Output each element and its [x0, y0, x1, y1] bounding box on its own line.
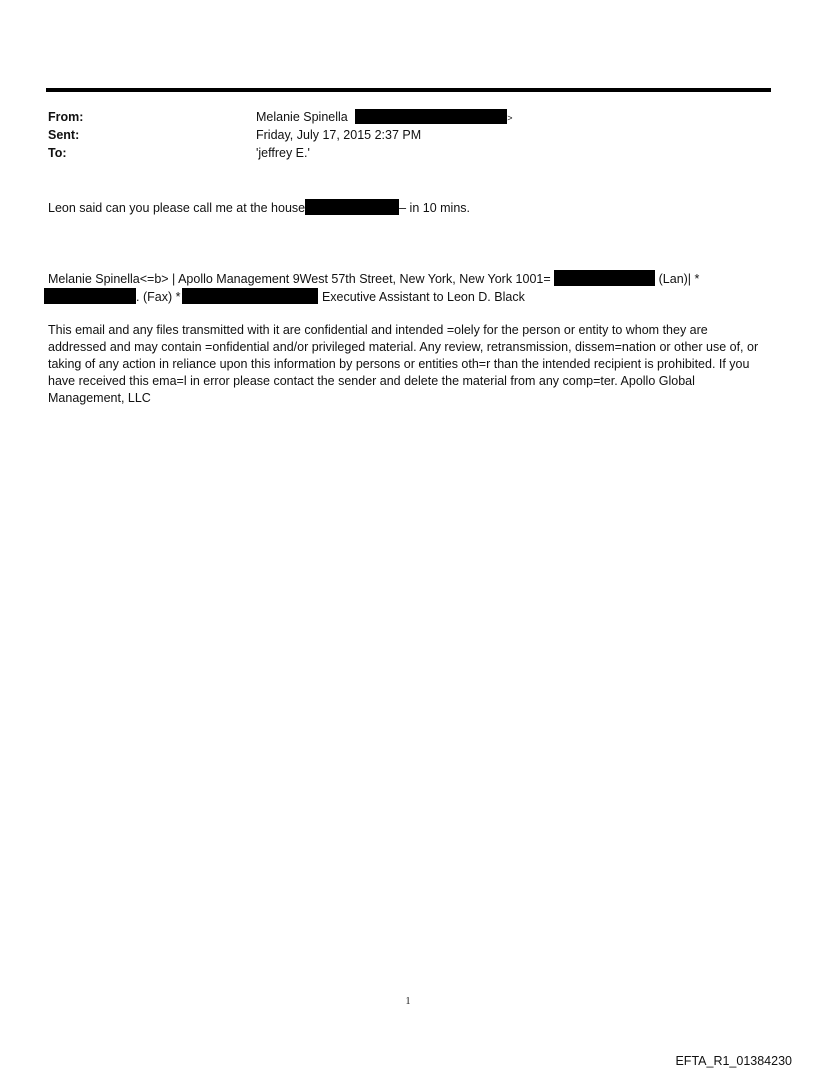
redaction-box [182, 288, 318, 304]
redaction-box [305, 199, 399, 215]
signature-block [48, 270, 699, 306]
from-value [256, 108, 512, 127]
page-number: 1 [405, 996, 411, 1007]
from-label: From: [48, 110, 84, 124]
from-trailing: > [507, 113, 513, 123]
signature-text: Melanie Spinella<=b> | Apollo Management 9West 57th Street, New York, New York 1001= [48, 272, 551, 286]
signature-phone-label: (Lan)| * [658, 272, 700, 286]
to-value: 'jeffrey E.' [256, 146, 310, 160]
sent-value: Friday, July 17, 2015 2:37 PM [256, 128, 422, 142]
signature-title: Executive Assistant to Leon D. Black [321, 290, 525, 304]
header-rule [46, 88, 771, 92]
signature-line-2 [44, 288, 699, 306]
signature-line-1 [48, 270, 699, 288]
to-label: To: [48, 146, 67, 160]
redaction-box [554, 270, 655, 286]
confidentiality-disclaimer: This email and any files transmitted with it are confidential and intended =olely for the person or entity to whom they are addressed and may contain =onfidential and/or privileged material. Any review, retransmission, dissem=nation or other use of, or taking of any action in reliance upon this information by persons or entities oth=r than the intended recipient is prohibited. If you have received this ema=l in error please contact the sender and delete the material from any comp=ter. Apollo Global Management, LLC [48, 323, 759, 405]
document-id: EFTA_R1_01384230 [675, 1054, 792, 1068]
message-text-end: – in 10 mins. [399, 201, 470, 215]
message-text-start: Leon said can you please call me at the house [48, 201, 306, 215]
sender-name: Melanie Spinella [256, 110, 348, 124]
signature-fax-label: . (Fax) * [136, 290, 181, 304]
redaction-box [44, 288, 136, 304]
sent-label: Sent: [48, 128, 80, 142]
message-body [48, 199, 470, 217]
redaction-box [355, 109, 507, 124]
